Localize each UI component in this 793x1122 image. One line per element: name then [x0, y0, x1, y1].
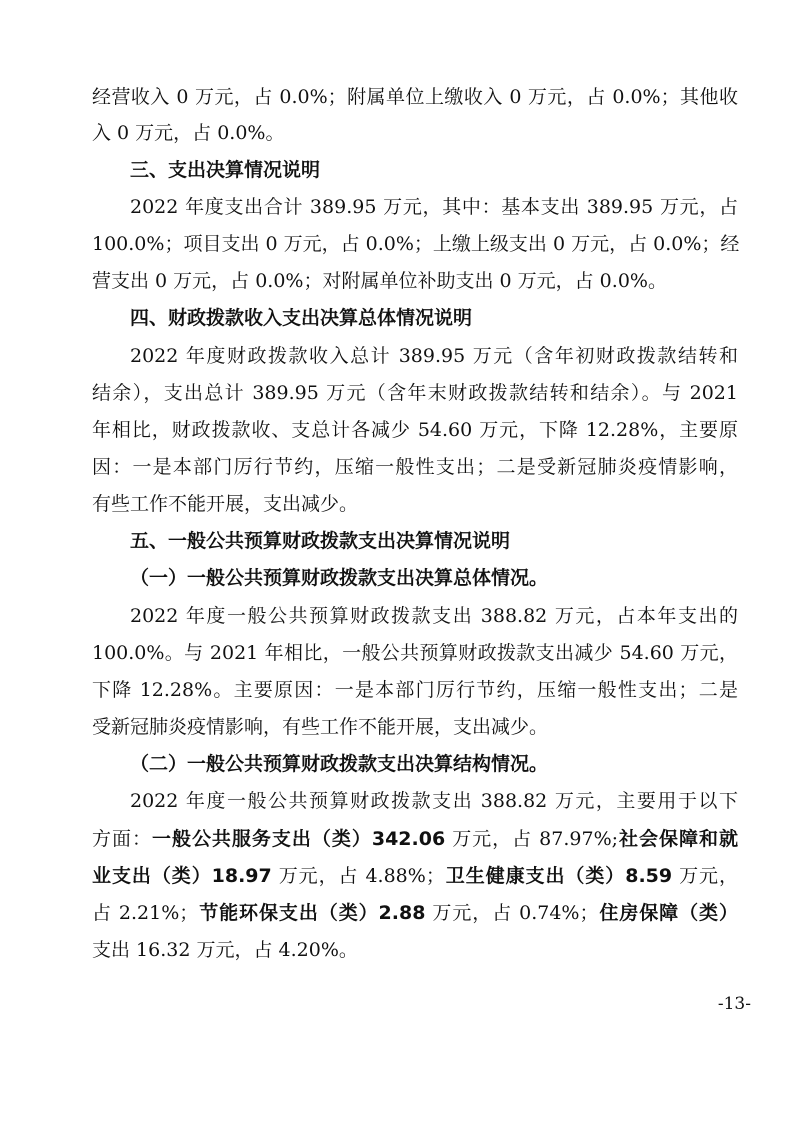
body-text-line: 年相比，财政拨款收、支总计各减少 54.60 万元，下降 12.28%，主要原	[92, 419, 738, 441]
body-text-line: 2022 年度一般公共预算财政拨款支出 388.82 万元，主要用于以下	[130, 790, 738, 812]
body-text-line: 2022 年度一般公共预算财政拨款支出 388.82 万元，占本年支出的	[130, 605, 738, 627]
body-text-line: 经营收入 0 万元，占 0.0%；附属单位上缴收入 0 万元，占 0.0%；其他收	[92, 86, 738, 108]
body-text-line-rich	[92, 901, 738, 925]
bold-text-span: 社会保障和就	[618, 828, 738, 850]
text-span: 方面：	[92, 828, 152, 850]
body-text-line-rich	[92, 827, 738, 851]
subsection-heading-2: （二）一般公共预算财政拨款支出决算结构情况。	[130, 753, 549, 775]
body-text-line: 因：一是本部门厉行节约，压缩一般性支出；二是受新冠肺炎疫情影响，	[92, 456, 738, 478]
body-text-line: 支出 16.32 万元，占 4.20%。	[92, 939, 358, 961]
body-text-line: 2022 年度财政拨款收入总计 389.95 万元（含年初财政拨款结转和	[130, 345, 738, 367]
text-span: 万元，占 4.88%；	[271, 865, 445, 887]
bold-text-span: 节能环保支出（类）2.88	[198, 902, 426, 924]
section-heading-3: 三、支出决算情况说明	[130, 159, 321, 181]
body-text-line: 结余），支出总计 389.95 万元（含年末财政拨款结转和结余）。与 2021	[92, 382, 738, 404]
text-span: 万元，占 0.74%；	[425, 902, 599, 924]
bold-text-span: 住房保障（类）	[598, 902, 738, 924]
page-number: -13-	[717, 994, 751, 1014]
section-heading-5: 五、一般公共预算财政拨款支出决算情况说明	[130, 530, 511, 552]
body-text-line: 有些工作不能开展，支出减少。	[92, 493, 359, 515]
text-span: 万元，占 87.97%;	[445, 828, 619, 850]
body-text-line: 受新冠肺炎疫情影响，有些工作不能开展，支出减少。	[92, 716, 549, 738]
section-heading-4: 四、财政拨款收入支出决算总体情况说明	[130, 307, 473, 329]
body-text-line: 100.0%。与 2021 年相比，一般公共预算财政拨款支出减少 54.60 万元，	[92, 642, 738, 664]
body-text-line: 下降 12.28%。主要原因：一是本部门厉行节约，压缩一般性支出；二是	[92, 679, 738, 701]
body-text-line: 营支出 0 万元，占 0.0%；对附属单位补助支出 0 万元，占 0.0%。	[92, 270, 667, 292]
body-text-line-rich	[92, 864, 738, 888]
text-span: 万元，	[672, 865, 738, 887]
body-text-line: 2022 年度支出合计 389.95 万元，其中：基本支出 389.95 万元，占	[130, 196, 738, 218]
bold-text-span: 卫生健康支出（类）8.59	[444, 865, 673, 887]
subsection-heading-1: （一）一般公共预算财政拨款支出决算总体情况。	[130, 567, 549, 589]
body-text-line: 100.0%；项目支出 0 万元，占 0.0%；上缴上级支出 0 万元，占 0.0%；经	[92, 233, 740, 255]
text-span: 占 2.21%；	[92, 902, 199, 924]
bold-text-span: 一般公共服务支出（类）342.06	[151, 828, 446, 850]
bold-text-span: 业支出（类）18.97	[92, 865, 272, 887]
body-text-line: 入 0 万元，占 0.0%。	[92, 122, 285, 144]
